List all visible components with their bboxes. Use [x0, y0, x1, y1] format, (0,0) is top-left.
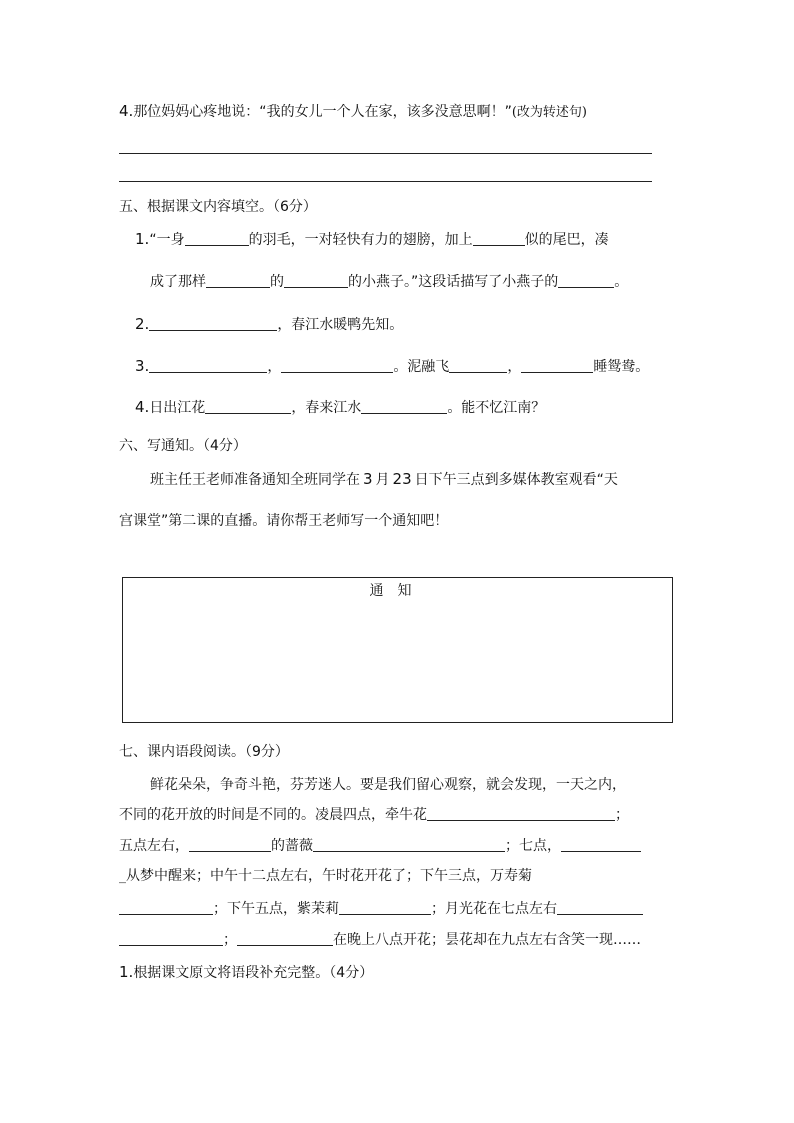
text-segment: ，春来江水: [291, 400, 362, 416]
s7-line-6: [119, 929, 641, 950]
section-6-title: 六、写通知。（4分）: [119, 438, 247, 454]
text-segment: ；月光花在七点左右: [431, 901, 557, 917]
fill-blank[interactable]: [521, 356, 593, 373]
fill-blank[interactable]: [149, 356, 267, 373]
s7-line-5: [119, 898, 643, 919]
fill-blank[interactable]: [313, 835, 505, 852]
s7-line-3: [119, 835, 641, 856]
q4-line: [119, 101, 587, 123]
text-segment: 在晚上八点开花；昙花却在九点左右含笑一现……: [333, 932, 641, 948]
s6-paragraph-2: 宫课堂”第二课的直播。请你帮王老师写一个通知吧！: [119, 513, 449, 529]
text-segment: 班主任王老师准备通知全班同学在: [150, 472, 360, 488]
item-number: 2.: [135, 315, 150, 333]
s7-line-2: [119, 804, 629, 825]
item-number: 1.: [119, 963, 134, 981]
text-segment: 似的尾巴，凑: [524, 232, 609, 248]
q4-number: 4.: [119, 102, 134, 120]
text-segment: 的小燕子。”这段话描写了小燕子的: [348, 274, 559, 290]
fill-blank[interactable]: [427, 804, 615, 821]
text-segment: ；七点，: [505, 838, 561, 854]
fill-blank[interactable]: [339, 898, 431, 915]
fill-blank[interactable]: [284, 271, 348, 288]
day-value: 23: [392, 470, 412, 488]
item-number: 1.: [135, 230, 150, 248]
s7-question-1: [119, 962, 373, 983]
text-segment: ，春江水暖鸭先知。: [277, 317, 404, 333]
text-segment: 五点左右，: [119, 838, 189, 854]
fill-blank[interactable]: [473, 229, 525, 246]
q4-text: 那位妈妈心疼地说：“我的女儿一个人在家，该多没意思啊！”: [133, 104, 512, 120]
text-segment: 。泥融飞: [393, 359, 450, 375]
text-segment: 日出江花: [149, 400, 206, 416]
notice-box-title: 通知: [369, 583, 426, 599]
text-segment: 根据课文原文将语段补充完整。（4分）: [133, 965, 374, 981]
text-segment: ；: [615, 807, 629, 823]
fill-blank[interactable]: [557, 898, 643, 915]
fill-blank[interactable]: [449, 356, 507, 373]
s5-item-4: [135, 397, 545, 418]
s7-line-1: 鲜花朵朵，争奇斗艳，芬芳迷人。要是我们留心观察，就会发现，一天之内，: [150, 777, 626, 793]
text-segment: 月: [375, 472, 390, 488]
fill-blank[interactable]: [237, 929, 333, 946]
text-segment: ，: [267, 359, 282, 375]
text-segment: 的羽毛，一对轻快有力的翅膀，加上: [248, 232, 473, 248]
text-segment: 的蔷薇: [271, 838, 313, 854]
fill-blank[interactable]: [149, 314, 277, 331]
q4-hint: (改为转述句): [511, 105, 587, 120]
text-segment: 。: [614, 274, 629, 290]
item-number: 4.: [135, 398, 150, 416]
section-7-title: 七、课内语段阅读。（9分）: [119, 744, 289, 760]
s5-item-3: [135, 356, 649, 377]
answer-line-1[interactable]: [119, 153, 652, 154]
fill-blank[interactable]: [189, 835, 271, 852]
fill-blank[interactable]: [119, 898, 213, 915]
s7-line-4: _从梦中醒来；中午十二点左右，午时花开花了；下午三点，万寿菊: [119, 868, 532, 884]
text-segment: 日下午三点到多媒体教室观看“天: [414, 472, 618, 488]
text-segment: ，: [507, 359, 522, 375]
text-segment: 睡鸳鸯。: [593, 359, 650, 375]
fill-blank[interactable]: [119, 929, 223, 946]
fill-blank[interactable]: [558, 271, 614, 288]
fill-blank[interactable]: [185, 229, 249, 246]
s6-paragraph-1: [150, 469, 618, 490]
text-segment: 的: [270, 274, 284, 290]
text-segment: 不同的花开放的时间是不同的。凌晨四点，牵牛花: [119, 807, 427, 823]
month-value: 3: [363, 470, 373, 488]
fill-blank[interactable]: [561, 835, 641, 852]
s5-item-1-cont: [150, 271, 628, 292]
notice-writing-box[interactable]: [122, 577, 673, 723]
fill-blank[interactable]: [205, 397, 291, 414]
text-segment: ；: [223, 932, 237, 948]
fill-blank[interactable]: [361, 397, 447, 414]
fill-blank[interactable]: [206, 271, 270, 288]
fill-blank[interactable]: [281, 356, 393, 373]
text-segment: 。能不忆江南？: [447, 400, 546, 416]
s5-item-1: [135, 229, 609, 250]
s5-item-2: [135, 314, 403, 335]
text-segment: “一身: [149, 232, 185, 248]
text-segment: ；下午五点，紫茉莉: [213, 901, 339, 917]
section-5-title: 五、根据课文内容填空。（6分）: [119, 199, 317, 215]
item-number: 3.: [135, 357, 150, 375]
answer-line-2[interactable]: [119, 181, 652, 182]
text-segment: 成了那样: [150, 274, 206, 290]
